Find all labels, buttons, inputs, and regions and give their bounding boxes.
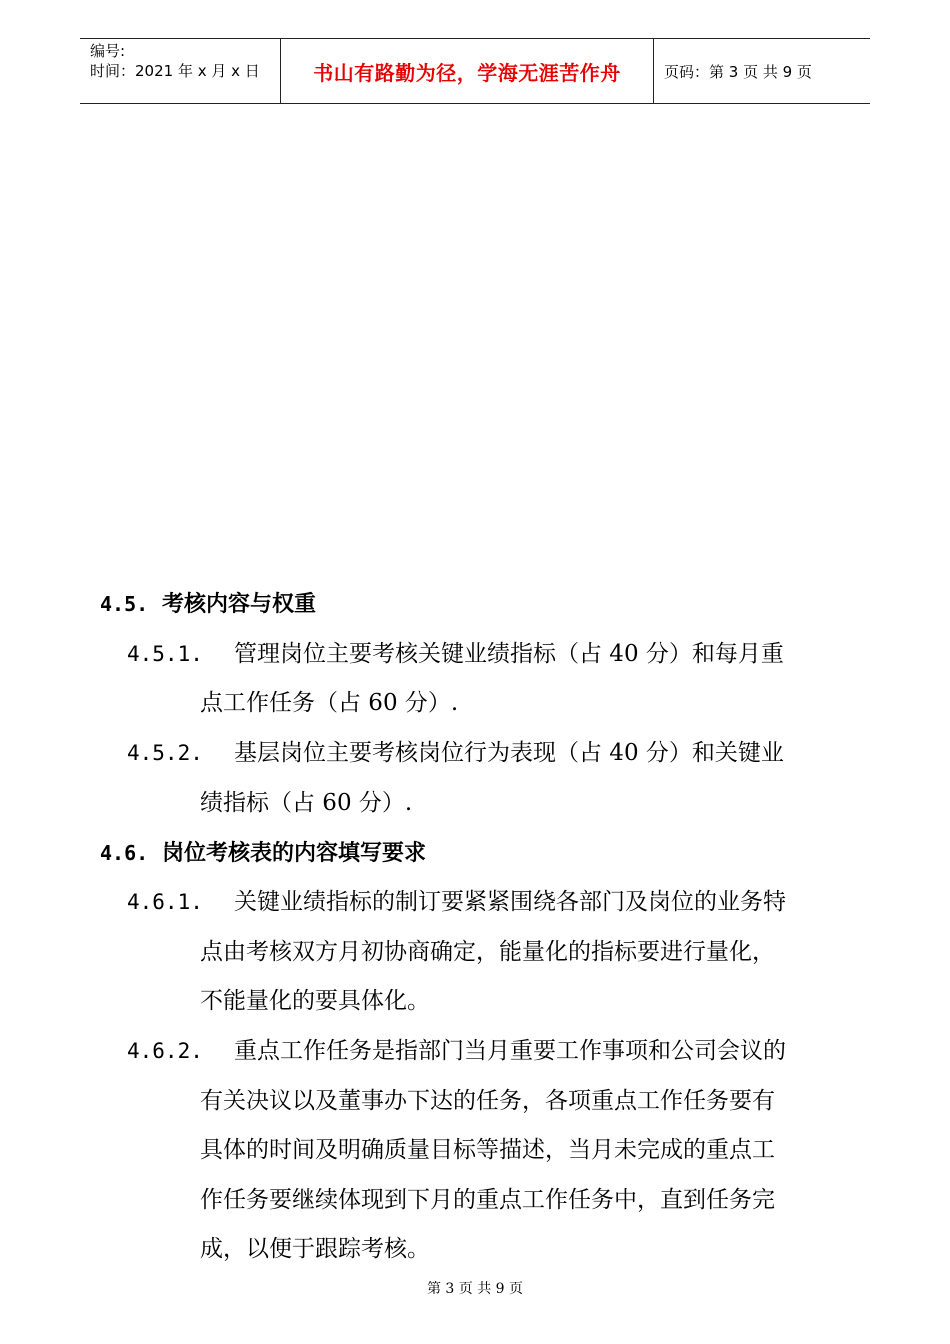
- item-number: 4.6.1.: [127, 890, 203, 914]
- item-text-line: 管理岗位主要考核关键业绩指标（占 40 分）和每月重: [234, 641, 784, 667]
- section-heading: [100, 838, 426, 868]
- footer-page-number: 第 3 页 共 9 页: [426, 1281, 524, 1297]
- header-motto-cell: [281, 39, 654, 103]
- item-number: 4.5.1.: [127, 642, 203, 666]
- page-header: [80, 38, 870, 104]
- page-footer: [0, 1278, 950, 1298]
- header-meta-cell: [80, 39, 281, 103]
- item-text-line: 重点工作任务是指部门当月重要工作事项和公司会议的: [234, 1038, 786, 1064]
- item-text-line: 基层岗位主要考核岗位行为表现（占 40 分）和关键业: [234, 740, 784, 766]
- item-number: 4.5.2.: [127, 741, 203, 765]
- item-text-line: 作任务要继续体现到下月的重点工作任务中，直到任务完: [200, 1187, 775, 1213]
- item-number: 4.6.2.: [127, 1039, 203, 1063]
- item-text-line: 绩指标（占 60 分）.: [200, 790, 413, 816]
- item-text-line: 具体的时间及明确质量目标等描述，当月未完成的重点工: [200, 1137, 775, 1163]
- section-number: 4.6.: [100, 841, 149, 865]
- header-page-info: 页码：第 3 页 共 9 页: [664, 62, 812, 81]
- item-text-line: 点工作任务（占 60 分）.: [200, 690, 459, 716]
- item-text-line: 点由考核双方月初协商确定，能量化的指标要进行量化，: [200, 939, 775, 965]
- item-text-line: 成，以便于跟踪考核。: [200, 1236, 430, 1262]
- header-motto: 书山有路勤为径，学海无涯苦作舟: [313, 60, 621, 85]
- section-heading: [100, 589, 316, 619]
- item-text-line: 关键业绩指标的制订要紧紧围绕各部门及岗位的业务特: [234, 889, 786, 915]
- section-title: 岗位考核表的内容填写要求: [162, 840, 427, 866]
- item-text-line: 有关决议以及董事办下达的任务，各项重点工作任务要有: [200, 1088, 775, 1114]
- section-title: 考核内容与权重: [162, 591, 317, 617]
- item-text-line: 不能量化的要具体化。: [200, 988, 430, 1014]
- document-time-label: 时间：2021 年 x 月 x 日: [90, 62, 260, 80]
- section-number: 4.5.: [100, 592, 149, 616]
- document-number-label: 编号:: [90, 42, 126, 60]
- header-page-cell: [654, 39, 870, 103]
